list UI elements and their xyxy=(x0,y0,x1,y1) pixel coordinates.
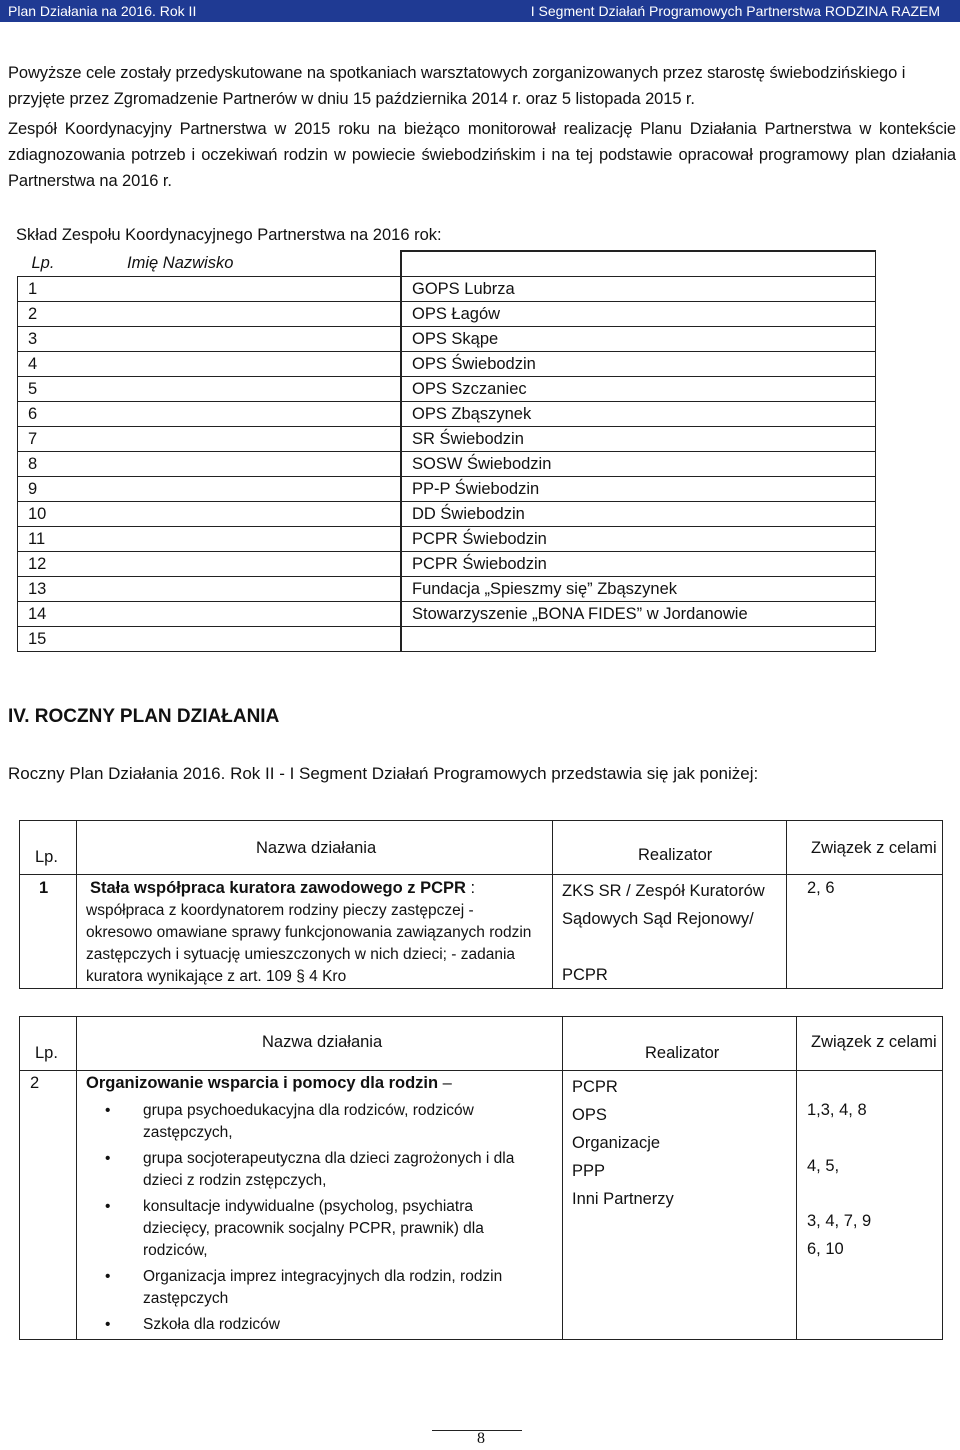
members-cell-lp: 11 xyxy=(18,527,402,552)
members-cell-lp: 6 xyxy=(18,402,402,427)
header-document-title: Plan Działania na 2016. Rok II xyxy=(8,3,197,19)
plan1-desc-line: współpraca z koordynatorem rodziny pieczy zastępczej - xyxy=(86,902,474,919)
members-cell-lp: 12 xyxy=(18,552,402,577)
members-cell-lp: 1 xyxy=(18,277,402,302)
bullet-icon: • xyxy=(105,1102,111,1119)
plan1-realizer-line: ZKS SR / Zespół Kuratorów xyxy=(562,882,765,900)
members-table-row xyxy=(18,402,876,427)
members-table-row xyxy=(18,277,876,302)
header-segment-title: I Segment Działań Programowych Partnerstwa RODZINA RAZEM xyxy=(530,3,940,19)
plan1-title-wrap xyxy=(90,879,475,898)
members-cell-name: DD Świebodzin xyxy=(401,502,876,527)
plan1-desc-line: kuratora wynikające z art. 109 § 4 Kro xyxy=(86,968,347,985)
plan1-header-lp: Lp. xyxy=(35,848,58,866)
members-cell-name: OPS Świebodzin xyxy=(401,352,876,377)
members-cell-name: Stowarzyszenie „BONA FIDES” w Jordanowie xyxy=(401,602,876,627)
members-table-row xyxy=(18,527,876,552)
members-cell-lp: 3 xyxy=(18,327,402,352)
plan2-realizer-line: Organizacje xyxy=(572,1134,661,1152)
members-table-row xyxy=(18,627,876,652)
members-cell-name: PCPR Świebodzin xyxy=(401,552,876,577)
members-cell-name: GOPS Lubrza xyxy=(401,277,876,302)
bullet-icon: • xyxy=(105,1316,111,1333)
plan2-bullet-text: grupa psychoedukacyjna dla rodziców, rodziców zastępczych, xyxy=(143,1102,474,1141)
plan2-bullet-item xyxy=(86,1100,533,1144)
plan2-realizer-line: OPS xyxy=(572,1106,607,1124)
members-header-lp: Lp. xyxy=(31,254,55,272)
plan1-realizer xyxy=(562,877,765,989)
members-table-row xyxy=(18,477,876,502)
members-header-name: Imię Nazwisko xyxy=(127,254,234,272)
members-table-header-row xyxy=(18,251,876,277)
plan2-bullet-item xyxy=(86,1148,533,1192)
plan2-header-realizer: Realizator xyxy=(645,1044,720,1062)
members-cell-lp: 5 xyxy=(18,377,402,402)
members-table-row xyxy=(18,302,876,327)
members-cell-name: OPS Szczaniec xyxy=(401,377,876,402)
plan1-description xyxy=(86,900,546,988)
plan1-desc-line: okresowo omawiane sprawy funkcjonowania zawiązanych rodzin xyxy=(86,924,532,941)
plan2-realizer-line: PPP xyxy=(572,1162,606,1180)
bullet-icon: • xyxy=(105,1150,111,1167)
plan2-realizer-line: Inni Partnerzy xyxy=(572,1190,674,1208)
plan2-title: Organizowanie wsparcia i pomocy dla rodzin xyxy=(86,1074,439,1092)
members-table-caption: Skład Zespołu Koordynacyjnego Partnerstwa na 2016 rok: xyxy=(16,226,442,244)
members-table-row xyxy=(18,327,876,352)
members-table-row xyxy=(18,352,876,377)
plan1-lp: 1 xyxy=(39,879,49,897)
plan2-realizer xyxy=(572,1073,674,1213)
members-table-row xyxy=(18,602,876,627)
plan2-bullet-text: grupa socjoterapeutyczna dla dzieci zagrożonych i dla dzieci z rodzin zstępczych, xyxy=(143,1150,515,1189)
members-cell-lp: 14 xyxy=(18,602,402,627)
plan2-realizer-line: PCPR xyxy=(572,1078,618,1096)
members-table-row xyxy=(18,452,876,477)
plan2-bullet-item xyxy=(86,1266,533,1310)
members-cell-lp: 8 xyxy=(18,452,402,477)
plan1-title-suffix: : xyxy=(465,879,476,897)
members-cell-name xyxy=(401,627,876,652)
plan2-title-wrap xyxy=(86,1074,452,1093)
members-cell-lp: 15 xyxy=(18,627,402,652)
plan2-goals-2: 4, 5, xyxy=(807,1157,840,1175)
section-heading: IV. ROCZNY PLAN DZIAŁANIA xyxy=(8,706,280,727)
plan2-goals-4: 6, 10 xyxy=(807,1240,844,1258)
page-number: 8 xyxy=(477,1430,485,1447)
members-cell-lp: 2 xyxy=(18,302,402,327)
intro-paragraph-1: Powyższe cele zostały przedyskutowane na spotkaniach warsztatowych zorganizowanych przez starostę świebodzińskiego i przyjęte przez Zgromadzenie Partnerów w dniu 15 października 2014 r. oraz 5 listopada 2015 r. xyxy=(8,64,906,108)
plan1-realizer-line: Sądowych Sąd Rejonowy/ xyxy=(562,910,754,928)
members-cell-lp: 13 xyxy=(18,577,402,602)
members-cell-name: OPS Łagów xyxy=(401,302,876,327)
members-table-row xyxy=(18,427,876,452)
bullet-icon: • xyxy=(105,1268,111,1285)
plan2-bullet-text: Szkoła dla rodziców xyxy=(143,1316,280,1333)
members-table-row xyxy=(18,377,876,402)
plan2-bullet-item xyxy=(86,1196,533,1262)
members-cell-name: SOSW Świebodzin xyxy=(401,452,876,477)
plan2-goals-3: 3, 4, 7, 9 xyxy=(807,1212,872,1230)
members-cell-name: OPS Zbąszynek xyxy=(401,402,876,427)
plan1-realizer-line: PCPR xyxy=(562,966,608,984)
plan2-lp: 2 xyxy=(30,1074,40,1092)
section-intro-text: Roczny Plan Działania 2016. Rok II - I Segment Działań Programowych przedstawia się jak poniżej: xyxy=(8,764,759,783)
plan2-title-suffix: – xyxy=(438,1074,452,1092)
plan2-bullet-text: konsultacje indywidualne (psycholog, psychiatra dziecięcy, pracownik socjalny PCPR, prawnik) dla rodziców, xyxy=(143,1198,484,1259)
plan2-bullet-list xyxy=(86,1100,533,1340)
members-table xyxy=(17,250,876,652)
plan1-desc-line: zastępczych i sytuację umieszczonych w nich dzieci; - zadania xyxy=(86,946,516,963)
members-cell-lp: 10 xyxy=(18,502,402,527)
plan1-goals: 2, 6 xyxy=(807,879,835,897)
members-cell-name: OPS Skąpe xyxy=(401,327,876,352)
plan1-title: Stała współpraca kuratora zawodowego z PCPR xyxy=(90,879,466,897)
members-cell-lp: 7 xyxy=(18,427,402,452)
plan2-bullet-text: Organizacja imprez integracyjnych dla rodzin, rodzin zastępczych xyxy=(143,1268,503,1307)
members-cell-name: PCPR Świebodzin xyxy=(401,527,876,552)
members-table-row xyxy=(18,502,876,527)
members-table-row xyxy=(18,577,876,602)
members-cell-lp: 4 xyxy=(18,352,402,377)
members-table-row xyxy=(18,552,876,577)
plan-table-1 xyxy=(19,820,943,989)
plan1-header-realizer: Realizator xyxy=(638,846,713,864)
members-cell-name: SR Świebodzin xyxy=(401,427,876,452)
bullet-icon: • xyxy=(105,1198,111,1215)
members-cell-lp: 9 xyxy=(18,477,402,502)
members-cell-name: PP-P Świebodzin xyxy=(401,477,876,502)
members-cell-name: Fundacja „Spieszmy się” Zbąszynek xyxy=(401,577,876,602)
running-header xyxy=(0,0,960,22)
plan2-header-goals: Związek z celami xyxy=(811,1033,937,1051)
plan2-bullet-item xyxy=(86,1314,533,1336)
plan1-header-goals: Związek z celami xyxy=(811,839,937,857)
plan2-header-name: Nazwa działania xyxy=(262,1033,383,1051)
plan-table-2 xyxy=(19,1016,943,1340)
plan2-header-lp: Lp. xyxy=(35,1044,58,1062)
intro-paragraph-2: Zespół Koordynacyjny Partnerstwa w 2015 roku na bieżąco monitorował realizację Planu Działania Partnerstwa w kontekście zdiagnozowania potrzeb i oczekiwań rodzin w powiecie świebodzińskim i na tej podstawie opracował programowy plan działania Partnerstwa na 2016 r. xyxy=(8,120,956,190)
plan1-header-name: Nazwa działania xyxy=(256,839,377,857)
plan2-goals-1: 1,3, 4, 8 xyxy=(807,1101,867,1119)
